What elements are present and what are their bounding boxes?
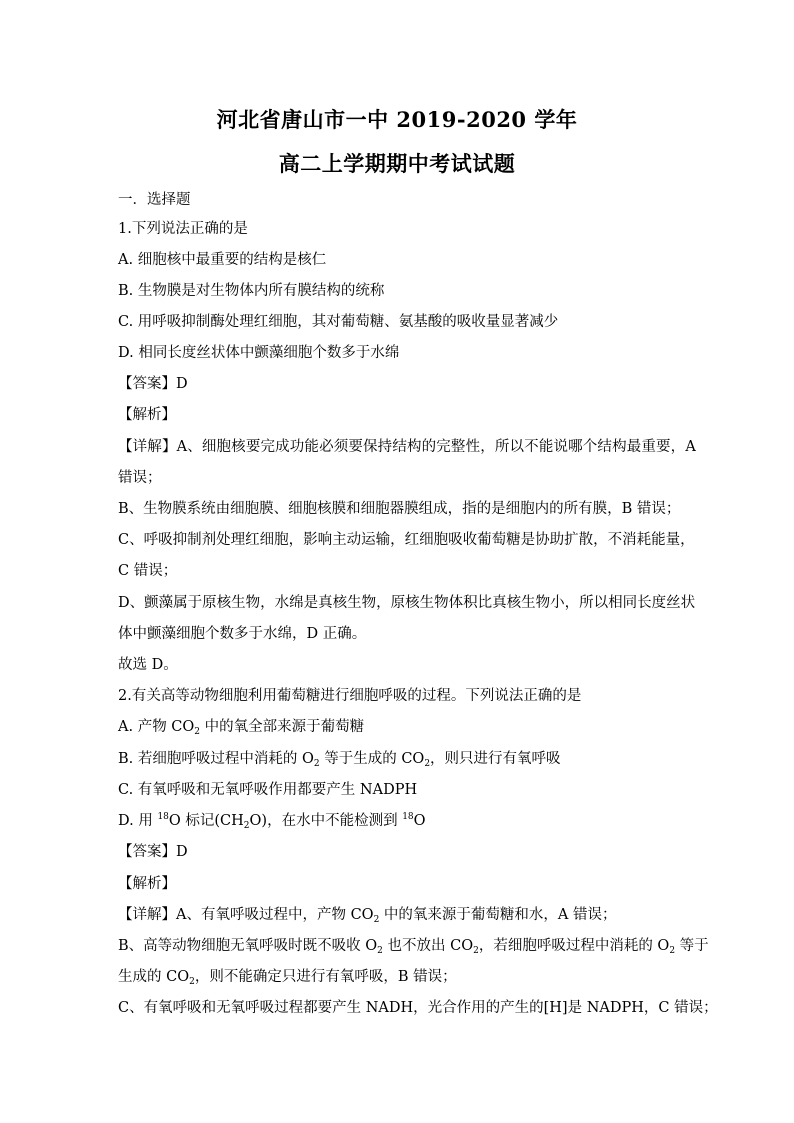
section-heading: 一．选择题 bbox=[118, 192, 191, 208]
document-title: 河北省唐山市一中 2019-2020 学年 bbox=[216, 107, 578, 132]
q1-option-b: B. 生物膜是对生物体内所有膜结构的统称 bbox=[118, 283, 385, 299]
q2-option-b: B. 若细胞呼吸过程中消耗的 $O_2$ 等于生成的 $CO_2$，则只进行有氧呼吸 bbox=[118, 751, 561, 769]
q1-answer: 【答案】D bbox=[118, 376, 188, 392]
q2-option-d: D. 用 $^{18}$O 标记$(CH_2O)$，在水中不能检测到 $^{18}$O bbox=[118, 812, 426, 831]
q1-option-d: D. 相同长度丝状体中颤藻细胞个数多于水绵 bbox=[118, 345, 400, 361]
q2-analysis-label: 【解析】 bbox=[118, 876, 176, 892]
q1-detail-line: 【详解】A、细胞核要完成功能必须要保持结构的完整性，所以不能说哪个结构最重要，A bbox=[118, 439, 696, 455]
q2-answer: 【答案】D bbox=[118, 844, 188, 860]
q2-detail-b: B、高等动物细胞无氧呼吸时既不吸收 $O_2$ 也不放出 $CO_2$，若细胞呼吸过程中消耗的 $O_2$ 等于 bbox=[118, 938, 709, 956]
q2-option-a: A. 产物 $CO_2$ 中的氧全部来源于葡萄糖 bbox=[118, 719, 365, 737]
q1-conclusion: 故选 D。 bbox=[118, 657, 178, 673]
q1-option-a: A. 细胞核中最重要的结构是核仁 bbox=[118, 252, 327, 268]
q1-detail-line: B、生物膜系统由细胞膜、细胞核膜和细胞器膜组成，指的是细胞内的所有膜，B 错误； bbox=[118, 501, 681, 517]
q2-detail-c: C、有氧呼吸和无氧呼吸过程都要产生 NADH，光合作用的产生的[H]是 NADPH，C 错误； bbox=[118, 1000, 718, 1016]
q2-option-c: C. 有氧呼吸和无氧呼吸作用都要产生 NADPH bbox=[118, 782, 418, 798]
q1-detail-line: C 错误； bbox=[118, 563, 178, 579]
q1-stem: 1.下列说法正确的是 bbox=[118, 221, 248, 237]
q1-analysis-label: 【解析】 bbox=[118, 407, 176, 423]
q2-stem: 2.有关高等动物细胞利用葡萄糖进行细胞呼吸的过程。下列说法正确的是 bbox=[118, 688, 582, 704]
q2-detail-a: 【详解】A、有氧呼吸过程中，产物 $CO_2$ 中的氧来源于葡萄糖和水，A 错误； bbox=[118, 907, 617, 925]
q1-detail-line: C、呼吸抑制剂处理红细胞，影响主动运输，红细胞吸收葡萄糖是协助扩散，不消耗能量， bbox=[118, 532, 695, 548]
q1-option-c: C. 用呼吸抑制酶处理红细胞，其对葡萄糖、氨基酸的吸收量显著减少 bbox=[118, 314, 559, 330]
document-subtitle: 高二上学期期中考试试题 bbox=[278, 151, 516, 176]
q2-detail-b-cont: 生成的 $CO_2$，则不能确定只进行有氧呼吸，B 错误； bbox=[118, 969, 457, 987]
q1-detail-line: 体中颤藻细胞个数多于水绵，D 正确。 bbox=[118, 626, 367, 642]
q1-detail-line: D、颤藻属于原核生物，水绵是真核生物，原核生物体积比真核生物小，所以相同长度丝状 bbox=[118, 595, 696, 611]
q1-detail-line: 错误； bbox=[118, 470, 162, 486]
